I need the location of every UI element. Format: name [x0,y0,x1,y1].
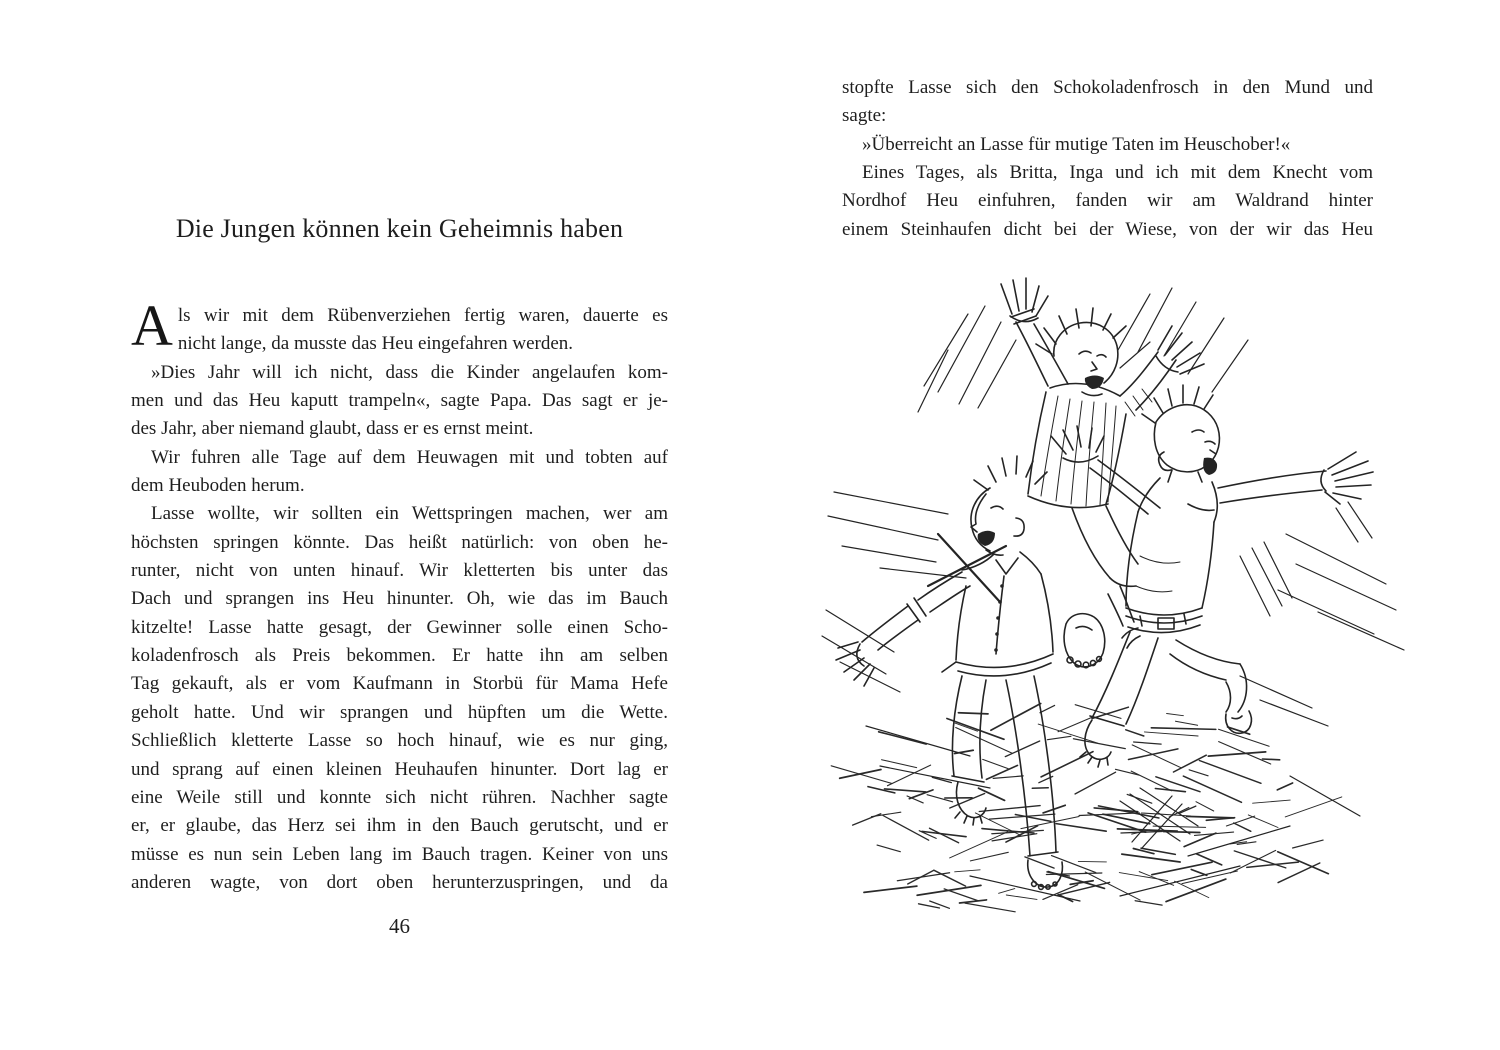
paragraph [131,293,668,359]
page-number: 46 [389,914,410,938]
text-line: sagte: [842,105,887,127]
illustration-three-boys-jumping-in-hay [820,256,1410,926]
paragraph [842,131,1373,159]
boy-middle [1001,278,1204,668]
text-line: stopfte Lasse sich den Schokoladenfrosch in den Mund und [842,77,1373,98]
text-line: einem Steinhaufen dicht bei der Wiese, von der wir das Heu [842,218,1373,240]
text-line: eine Weile still und konnte sich nicht rühren. Nachher sagte [131,786,668,808]
chapter-title: Die Jungen können kein Geheimnis haben [175,214,624,243]
text-line: dem Heuboden herum. [131,475,305,497]
text-line: Wir fuhren alle Tage auf dem Heuwagen mit und tobten auf [151,446,668,468]
text-line: des Jahr, aber niemand glaubt, dass er es ernst meint. [131,418,534,440]
text-line: Dach und sprangen ins Heu hinunter. Oh, wie das im Bauch [131,588,668,610]
paragraph [842,74,1373,131]
paragraph [131,444,668,501]
boy-left [836,456,1062,889]
text-line: müsse es nun sein Leben lang im Bauch tragen. Keiner von uns [131,843,668,865]
text-line: runter, nicht von unten hinauf. Wir kletterten bis unter das [131,560,668,582]
text-line: Lasse wollte, wir sollten ein Wettspringen machen, wer am [151,503,668,525]
text-line: kitzelte! Lasse hatte gesagt, der Gewinner solle einen Scho- [131,616,668,638]
left-page-text [131,293,668,897]
text-line: men und das Heu kaputt trampeln«, sagte Papa. Das sagt er je- [131,390,668,412]
text-line: Schließlich kletterte Lasse so hoch hinauf, wie es nur ging, [131,730,668,752]
paragraph [842,159,1373,244]
drop-cap: A [131,293,173,358]
text-line: anderen wagte, von dort oben herunterzuspringen, und da [131,871,668,893]
boy-right [1080,385,1373,767]
text-line: Nordhof Heu einfuhren, fanden wir am Waldrand hinter [842,190,1373,212]
text-line: nicht lange, da musste das Heu eingefahren werden. [177,333,574,355]
text-line: »Dies Jahr will ich nicht, dass die Kinder angelaufen kom- [151,361,668,383]
text-line: geholt hatte. Und wir sprangen und hüpften um die Wette. [131,701,668,723]
right-page-text [842,74,1373,244]
paragraph [131,359,668,444]
text-line: er, er glaube, das Herz sei ihm in den Bauch gerutscht, und er [131,815,668,837]
text-line: Tag gekauft, als er vom Kaufmann in Storbü für Mama Hefe [131,673,668,695]
text-line: ls wir mit dem Rübenverziehen fertig waren, dauerte es [177,305,668,326]
text-line: koladenfrosch als Preis bekommen. Er hatte ihn am selben [131,645,668,667]
text-line: und sprang auf einen kleinen Heuhaufen hinunter. Dort lag er [131,758,668,780]
text-line: höchsten springen könnte. Das heißt natürlich: von oben he- [131,531,668,553]
text-line: Eines Tages, als Britta, Inga und ich mit dem Knecht vom [862,162,1373,184]
paragraph [131,500,668,897]
text-line: »Überreicht an Lasse für mutige Taten im Heuschober!« [862,133,1291,155]
